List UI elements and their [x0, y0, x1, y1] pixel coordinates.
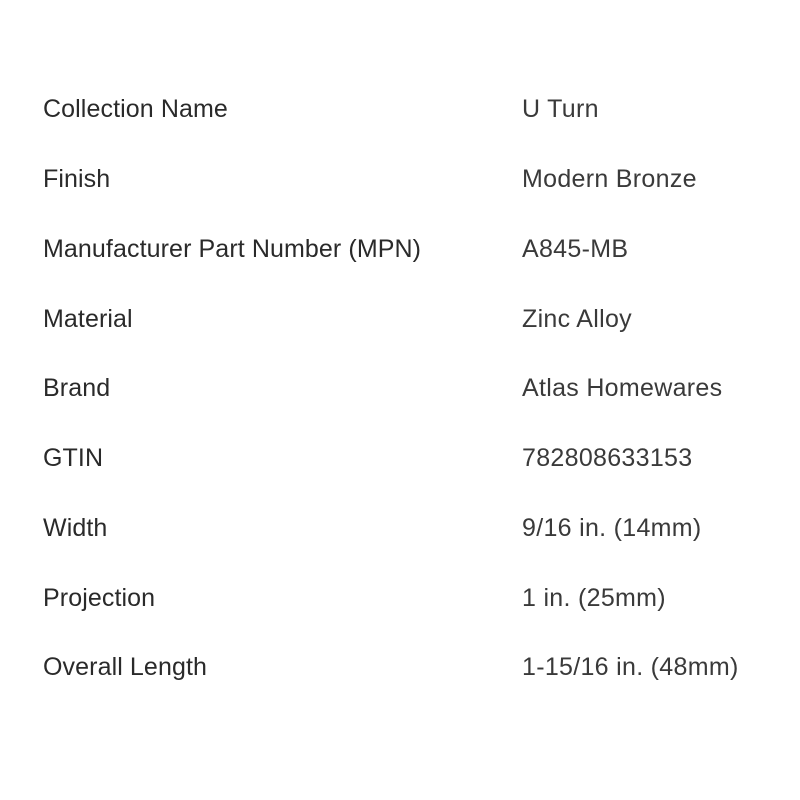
- spec-label: Brand: [43, 374, 111, 403]
- spec-row-collection-name: [43, 75, 773, 145]
- spec-label: Projection: [43, 583, 156, 612]
- spec-value: 9/16 in. (14mm): [522, 513, 702, 542]
- spec-label: GTIN: [43, 444, 104, 473]
- spec-value: U Turn: [522, 95, 599, 124]
- spec-row-mpn: [43, 215, 773, 285]
- spec-label: Overall Length: [43, 653, 207, 682]
- spec-label: Width: [43, 513, 108, 542]
- spec-row-overall-length: [43, 633, 773, 703]
- spec-row-brand: [43, 354, 773, 424]
- spec-row-material: [43, 284, 773, 354]
- spec-label: Material: [43, 304, 133, 333]
- spec-table: [43, 75, 773, 703]
- spec-value: 782808633153: [522, 444, 693, 473]
- spec-label: Manufacturer Part Number (MPN): [43, 234, 422, 263]
- spec-row-finish: [43, 145, 773, 215]
- spec-label: Finish: [43, 165, 111, 194]
- spec-value: A845-MB: [522, 234, 629, 263]
- spec-value: Atlas Homewares: [522, 374, 723, 403]
- spec-value: 1-15/16 in. (48mm): [522, 653, 739, 682]
- spec-row-width: [43, 494, 773, 564]
- spec-value: Zinc Alloy: [522, 304, 632, 333]
- spec-value: Modern Bronze: [522, 165, 697, 194]
- spec-label: Collection Name: [43, 95, 228, 124]
- spec-value: 1 in. (25mm): [522, 583, 666, 612]
- spec-row-gtin: [43, 424, 773, 494]
- spec-row-projection: [43, 563, 773, 633]
